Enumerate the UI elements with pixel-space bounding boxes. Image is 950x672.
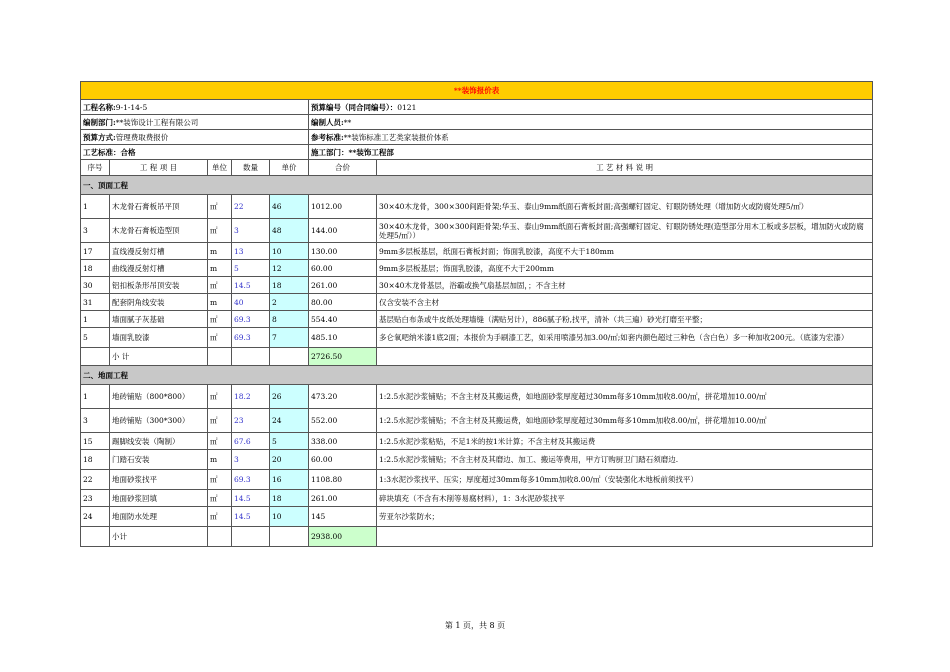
row-unit: ㎡ — [208, 277, 232, 294]
budget-no-cell: 预算编号（同合同编号）：0121 — [309, 100, 873, 115]
row-total: 130.00 — [309, 243, 377, 260]
construct-cell: 施工部门：**装饰工程部 — [309, 145, 873, 160]
table-row — [81, 277, 873, 294]
row-desc: 1:2.5水泥沙浆粘贴，不足1米的按1米计算；不含主材及其搬运费 — [377, 433, 873, 450]
row-seq: 15 — [81, 433, 110, 450]
subtotal-blank — [232, 348, 270, 366]
subtotal-value: 2938.00 — [309, 527, 377, 547]
row-item: 地砖铺贴（800*800） — [110, 385, 208, 409]
table-row — [81, 409, 873, 433]
subtotal-blank — [208, 527, 232, 547]
table-row — [81, 260, 873, 277]
table-row — [81, 450, 873, 470]
table-row — [81, 328, 873, 348]
project-name-cell: 工程名称:9-1-14-5 — [81, 100, 309, 115]
table-row — [81, 219, 873, 243]
row-desc: 多仑氧吧纳米漆1底2面；本报价为手刷漆工艺，如采用喷漆另加3.00/㎡;如套内颜色超过三种色（含白色）多一种加收200元。（底漆为宏漆） — [377, 328, 873, 348]
row-total: 1012.00 — [309, 195, 377, 219]
row-total: 144.00 — [309, 219, 377, 243]
row-desc: 1:3水泥沙浆找平、压实；厚度超过30mm每多10mm加收8.00/㎡（安装强化木地板前须找平） — [377, 470, 873, 490]
row-qty: 69.3 — [232, 328, 270, 348]
row-total: 338.00 — [309, 433, 377, 450]
header-unit: 单位 — [208, 160, 232, 176]
row-total: 60.00 — [309, 450, 377, 470]
row-desc: 30×40木龙骨，300×300间距骨架;华玉、泰山9mm纸面石膏板封面;高强螺钉固定、钉眼防锈处理（增加防火或防腐处理5/㎡） — [377, 195, 873, 219]
row-qty: 40 — [232, 294, 270, 311]
subtotal-blank — [377, 527, 873, 547]
row-desc: 1:2.5水泥沙浆铺贴；不含主材及其磨边、加工、搬运等费用，甲方订购厨卫门踏石须磨边. — [377, 450, 873, 470]
row-desc: 9mm多层板基层，纸面石膏板封面；饰面乳胶漆，高度不大于180mm — [377, 243, 873, 260]
row-unit: ㎡ — [208, 311, 232, 328]
row-qty: 18.2 — [232, 385, 270, 409]
row-price: 26 — [270, 385, 309, 409]
row-item: 地面防水处理 — [110, 507, 208, 527]
row-qty: 14.5 — [232, 507, 270, 527]
row-qty: 69.3 — [232, 470, 270, 490]
row-unit: ㎡ — [208, 219, 232, 243]
method-cell: 预算方式:管理费取费报价 — [81, 130, 309, 145]
section-header — [81, 176, 873, 195]
row-qty: 5 — [232, 260, 270, 277]
subtotal-label: 小 计 — [110, 348, 208, 366]
row-qty: 3 — [232, 450, 270, 470]
row-desc: 仅含安装不含主材 — [377, 294, 873, 311]
table-row — [81, 470, 873, 490]
header-total: 合价 — [309, 160, 377, 176]
header-qty: 数量 — [232, 160, 270, 176]
row-seq: 1 — [81, 195, 110, 219]
row-seq: 1 — [81, 311, 110, 328]
row-seq: 1 — [81, 385, 110, 409]
subtotal-blank — [270, 527, 309, 547]
row-item: 地面砂浆找平 — [110, 470, 208, 490]
quote-sheet — [80, 81, 873, 547]
row-price: 10 — [270, 507, 309, 527]
row-item: 配套阴角线安装 — [110, 294, 208, 311]
row-price: 10 — [270, 243, 309, 260]
row-unit: ㎡ — [208, 433, 232, 450]
header-item: 工 程 项 目 — [110, 160, 208, 176]
column-header-row — [81, 160, 873, 176]
subtotal-row — [81, 348, 873, 366]
row-item: 踢脚线安装（陶制） — [110, 433, 208, 450]
row-price: 12 — [270, 260, 309, 277]
table-row — [81, 243, 873, 260]
row-price: 18 — [270, 490, 309, 507]
row-price: 7 — [270, 328, 309, 348]
row-item: 铝扣板条形吊顶安装 — [110, 277, 208, 294]
row-unit: m — [208, 450, 232, 470]
row-price: 24 — [270, 409, 309, 433]
subtotal-blank — [81, 348, 110, 366]
header-desc: 工 艺 材 料 说 明 — [377, 160, 873, 176]
row-seq: 22 — [81, 470, 110, 490]
sheet-title: **装饰报价表 — [81, 82, 873, 100]
row-total: 60.00 — [309, 260, 377, 277]
subtotal-blank — [208, 348, 232, 366]
row-price: 48 — [270, 219, 309, 243]
standard-cell: 参考标准:**装饰标准工艺类家装报价体系 — [309, 130, 873, 145]
row-seq: 18 — [81, 450, 110, 470]
row-item: 墙面腻子灰基础 — [110, 311, 208, 328]
row-unit: m — [208, 294, 232, 311]
row-qty: 23 — [232, 409, 270, 433]
craft-cell: 工艺标准：合格 — [81, 145, 309, 160]
row-qty: 14.5 — [232, 277, 270, 294]
row-item: 地砖铺贴（300*300） — [110, 409, 208, 433]
row-desc: 30×40木龙骨，300×300间距骨架;华玉、泰山9mm纸面石膏板封面;高强螺钉固定、钉眼防锈处理(造型部分用木工板或多层板，增加防火或防腐处理5/㎡）） — [377, 219, 873, 243]
row-unit: ㎡ — [208, 507, 232, 527]
dept-cell: 编制部门:**装饰设计工程有限公司 — [81, 115, 309, 130]
subtotal-value: 2726.50 — [309, 348, 377, 366]
row-qty: 22 — [232, 195, 270, 219]
row-unit: m — [208, 243, 232, 260]
row-item: 直线漫反射灯槽 — [110, 243, 208, 260]
row-qty: 14.5 — [232, 490, 270, 507]
row-total: 552.00 — [309, 409, 377, 433]
section-title: 一、顶面工程 — [81, 176, 873, 195]
row-qty: 69.3 — [232, 311, 270, 328]
subtotal-blank — [377, 348, 873, 366]
section-title: 二、地面工程 — [81, 366, 873, 385]
table-row — [81, 385, 873, 409]
row-total: 145 — [309, 507, 377, 527]
row-unit: ㎡ — [208, 470, 232, 490]
row-seq: 18 — [81, 260, 110, 277]
row-desc: 30×40木龙骨基层，浴霸或换气扇基层加固，；不含主材 — [377, 277, 873, 294]
table-row — [81, 311, 873, 328]
row-item: 木龙骨石膏板吊平顶 — [110, 195, 208, 219]
row-unit: ㎡ — [208, 490, 232, 507]
table-row — [81, 433, 873, 450]
row-seq: 30 — [81, 277, 110, 294]
row-price: 18 — [270, 277, 309, 294]
row-total: 261.00 — [309, 490, 377, 507]
row-seq: 5 — [81, 328, 110, 348]
row-unit: ㎡ — [208, 385, 232, 409]
row-unit: ㎡ — [208, 409, 232, 433]
page-footer: 第 1 页，共 8 页 — [444, 621, 506, 630]
table-row — [81, 507, 873, 527]
row-desc: 1:2.5水泥沙浆铺贴；不含主材及其搬运费，如地面砂浆厚度超过30mm每多10mm加收8.00/㎡，拼花增加10.00/㎡ — [377, 385, 873, 409]
row-qty: 67.6 — [232, 433, 270, 450]
table-row — [81, 294, 873, 311]
row-item: 地面砂浆回填 — [110, 490, 208, 507]
row-item: 曲线漫反射灯槽 — [110, 260, 208, 277]
row-desc: 碎块填充（不含有木削等易腐材料），1：3水泥砂浆找平 — [377, 490, 873, 507]
row-price: 8 — [270, 311, 309, 328]
subtotal-label: 小计 — [110, 527, 208, 547]
row-seq: 23 — [81, 490, 110, 507]
row-price: 46 — [270, 195, 309, 219]
row-seq: 3 — [81, 219, 110, 243]
subtotal-row — [81, 527, 873, 547]
row-item: 木龙骨石膏板造型顶 — [110, 219, 208, 243]
row-price: 16 — [270, 470, 309, 490]
row-total: 1108.80 — [309, 470, 377, 490]
row-qty: 13 — [232, 243, 270, 260]
row-unit: ㎡ — [208, 195, 232, 219]
subtotal-blank — [232, 527, 270, 547]
row-price: 5 — [270, 433, 309, 450]
header-seq: 序号 — [81, 160, 110, 176]
row-total: 80.00 — [309, 294, 377, 311]
row-desc: 1:2.5水泥沙浆铺贴；不含主材及其搬运费，如地面砂浆厚度超过30mm每多10mm加收8.00/㎡，拼花增加10.00/㎡ — [377, 409, 873, 433]
row-qty: 3 — [232, 219, 270, 243]
row-price: 20 — [270, 450, 309, 470]
row-total: 554.40 — [309, 311, 377, 328]
row-total: 485.10 — [309, 328, 377, 348]
table-row — [81, 195, 873, 219]
row-unit: m — [208, 260, 232, 277]
row-desc: 9mm多层板基层；饰面乳胶漆，高度不大于200mm — [377, 260, 873, 277]
row-desc: 基层贴白布条或牛皮纸处理墙缝（满贴另计），886腻子粉,找平，清补（共三遍）砂光打磨至平整； — [377, 311, 873, 328]
row-seq: 17 — [81, 243, 110, 260]
row-seq: 31 — [81, 294, 110, 311]
row-desc: 劳亚尔沙浆防水； — [377, 507, 873, 527]
row-seq: 3 — [81, 409, 110, 433]
row-price: 2 — [270, 294, 309, 311]
header-price: 单价 — [270, 160, 309, 176]
staff-cell: 编制人员:** — [309, 115, 873, 130]
row-seq: 24 — [81, 507, 110, 527]
row-unit: ㎡ — [208, 328, 232, 348]
row-total: 473.20 — [309, 385, 377, 409]
subtotal-blank — [270, 348, 309, 366]
section-header — [81, 366, 873, 385]
subtotal-blank — [81, 527, 110, 547]
row-item: 门踏石安装 — [110, 450, 208, 470]
row-item: 墙面乳胶漆 — [110, 328, 208, 348]
table-row — [81, 490, 873, 507]
row-total: 261.00 — [309, 277, 377, 294]
